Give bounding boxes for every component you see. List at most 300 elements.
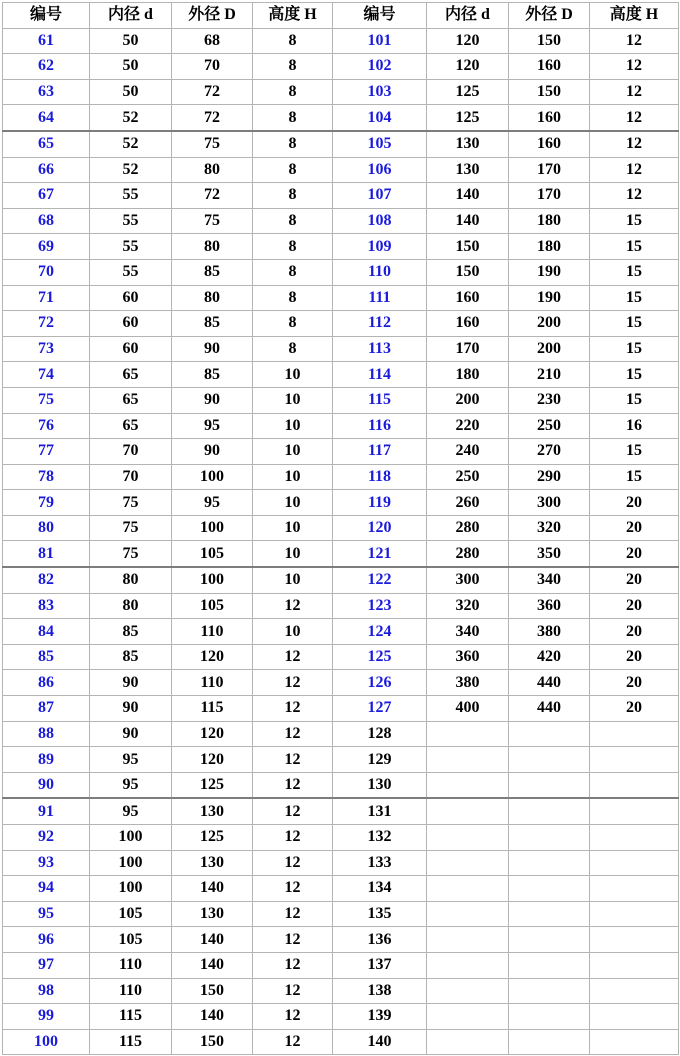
table-row [3, 285, 679, 311]
cell-inner-diameter: 320 [427, 593, 509, 619]
cell-id: 121 [333, 541, 427, 567]
cell-height: 8 [253, 336, 333, 362]
cell-id: 135 [333, 901, 427, 927]
cell-inner-diameter: 110 [90, 978, 172, 1004]
cell-outer-diameter: 125 [172, 772, 253, 798]
header-outer-diameter: 外径 D [172, 3, 253, 29]
cell-id: 93 [3, 850, 90, 876]
cell-inner-diameter: 60 [90, 285, 172, 311]
cell-outer-diameter: 90 [172, 439, 253, 465]
cell-height: 10 [253, 439, 333, 465]
cell-id: 116 [333, 413, 427, 439]
cell-height [590, 721, 679, 747]
cell-outer-diameter: 100 [172, 515, 253, 541]
cell-height: 20 [590, 490, 679, 516]
cell-outer-diameter [509, 772, 590, 798]
cell-outer-diameter: 120 [172, 721, 253, 747]
table-row [3, 876, 679, 902]
cell-id: 86 [3, 670, 90, 696]
cell-height: 12 [590, 157, 679, 183]
cell-height [590, 850, 679, 876]
cell-height: 12 [590, 28, 679, 54]
cell-inner-diameter: 400 [427, 696, 509, 722]
cell-id: 104 [333, 105, 427, 131]
cell-inner-diameter: 95 [90, 798, 172, 824]
cell-inner-diameter: 120 [427, 54, 509, 80]
cell-outer-diameter: 130 [172, 798, 253, 824]
cell-height: 12 [253, 593, 333, 619]
cell-id: 101 [333, 28, 427, 54]
cell-inner-diameter: 100 [90, 876, 172, 902]
cell-height: 20 [590, 541, 679, 567]
cell-id: 67 [3, 183, 90, 209]
cell-outer-diameter: 180 [509, 234, 590, 260]
cell-height: 12 [253, 772, 333, 798]
cell-inner-diameter: 115 [90, 1029, 172, 1055]
cell-inner-diameter: 90 [90, 721, 172, 747]
cell-inner-diameter: 200 [427, 387, 509, 413]
cell-inner-diameter: 90 [90, 670, 172, 696]
cell-id: 73 [3, 336, 90, 362]
cell-inner-diameter: 75 [90, 515, 172, 541]
cell-height: 8 [253, 54, 333, 80]
cell-outer-diameter: 170 [509, 157, 590, 183]
cell-height: 15 [590, 387, 679, 413]
header-id: 编号 [333, 3, 427, 29]
cell-outer-diameter: 420 [509, 644, 590, 670]
cell-height: 10 [253, 464, 333, 490]
cell-id: 82 [3, 567, 90, 593]
cell-outer-diameter [509, 901, 590, 927]
cell-inner-diameter: 280 [427, 541, 509, 567]
cell-outer-diameter: 105 [172, 593, 253, 619]
cell-id: 85 [3, 644, 90, 670]
cell-inner-diameter: 220 [427, 413, 509, 439]
cell-id: 78 [3, 464, 90, 490]
cell-inner-diameter: 55 [90, 183, 172, 209]
cell-inner-diameter [427, 1004, 509, 1030]
cell-height: 15 [590, 311, 679, 337]
table-row [3, 952, 679, 978]
cell-height: 10 [253, 490, 333, 516]
table-row [3, 157, 679, 183]
cell-outer-diameter: 180 [509, 208, 590, 234]
cell-inner-diameter: 250 [427, 464, 509, 490]
header-id: 编号 [3, 3, 90, 29]
header-height: 高度 H [590, 3, 679, 29]
cell-inner-diameter: 85 [90, 619, 172, 645]
cell-height: 12 [253, 850, 333, 876]
cell-outer-diameter: 200 [509, 311, 590, 337]
cell-height [590, 978, 679, 1004]
cell-inner-diameter: 130 [427, 157, 509, 183]
cell-id: 97 [3, 952, 90, 978]
table-row [3, 670, 679, 696]
cell-inner-diameter: 100 [90, 825, 172, 851]
cell-outer-diameter [509, 876, 590, 902]
cell-inner-diameter [427, 927, 509, 953]
cell-outer-diameter: 110 [172, 619, 253, 645]
cell-outer-diameter: 80 [172, 234, 253, 260]
cell-height [590, 876, 679, 902]
cell-height [590, 747, 679, 773]
cell-inner-diameter: 125 [427, 79, 509, 105]
table-row [3, 439, 679, 465]
cell-id: 112 [333, 311, 427, 337]
cell-height: 12 [590, 54, 679, 80]
cell-id: 107 [333, 183, 427, 209]
cell-outer-diameter: 140 [172, 927, 253, 953]
cell-id: 126 [333, 670, 427, 696]
table-row [3, 131, 679, 157]
table-row [3, 79, 679, 105]
table-row [3, 362, 679, 388]
cell-outer-diameter: 170 [509, 183, 590, 209]
cell-height: 12 [253, 644, 333, 670]
cell-height: 12 [253, 721, 333, 747]
cell-id: 102 [333, 54, 427, 80]
cell-id: 103 [333, 79, 427, 105]
cell-height: 15 [590, 259, 679, 285]
cell-outer-diameter: 140 [172, 876, 253, 902]
cell-outer-diameter: 95 [172, 490, 253, 516]
header-inner-diameter: 内径 d [427, 3, 509, 29]
cell-id: 127 [333, 696, 427, 722]
cell-inner-diameter: 380 [427, 670, 509, 696]
cell-height: 12 [590, 183, 679, 209]
cell-id: 61 [3, 28, 90, 54]
header-inner-diameter: 内径 d [90, 3, 172, 29]
cell-inner-diameter: 280 [427, 515, 509, 541]
cell-inner-diameter: 130 [427, 131, 509, 157]
cell-outer-diameter: 200 [509, 336, 590, 362]
cell-id: 92 [3, 825, 90, 851]
cell-height: 12 [253, 798, 333, 824]
cell-id: 106 [333, 157, 427, 183]
cell-height: 10 [253, 515, 333, 541]
cell-outer-diameter: 300 [509, 490, 590, 516]
cell-height: 15 [590, 336, 679, 362]
cell-outer-diameter: 150 [172, 978, 253, 1004]
cell-inner-diameter: 150 [427, 234, 509, 260]
cell-outer-diameter: 72 [172, 183, 253, 209]
cell-outer-diameter: 90 [172, 336, 253, 362]
cell-inner-diameter [427, 978, 509, 1004]
table-row [3, 747, 679, 773]
cell-inner-diameter: 65 [90, 413, 172, 439]
table-row [3, 336, 679, 362]
cell-outer-diameter [509, 798, 590, 824]
table-row [3, 311, 679, 337]
table-row [3, 387, 679, 413]
cell-inner-diameter: 80 [90, 593, 172, 619]
cell-inner-diameter: 180 [427, 362, 509, 388]
cell-outer-diameter: 125 [172, 825, 253, 851]
cell-height: 8 [253, 105, 333, 131]
cell-outer-diameter: 75 [172, 208, 253, 234]
cell-height: 8 [253, 208, 333, 234]
table-row [3, 259, 679, 285]
cell-id: 139 [333, 1004, 427, 1030]
cell-outer-diameter: 360 [509, 593, 590, 619]
cell-id: 125 [333, 644, 427, 670]
cell-id: 79 [3, 490, 90, 516]
cell-id: 63 [3, 79, 90, 105]
cell-outer-diameter: 90 [172, 387, 253, 413]
cell-inner-diameter: 90 [90, 696, 172, 722]
cell-inner-diameter: 70 [90, 439, 172, 465]
cell-inner-diameter: 95 [90, 747, 172, 773]
cell-outer-diameter [509, 721, 590, 747]
table-row [3, 515, 679, 541]
cell-id: 74 [3, 362, 90, 388]
cell-id: 133 [333, 850, 427, 876]
cell-height: 20 [590, 670, 679, 696]
cell-id: 124 [333, 619, 427, 645]
cell-outer-diameter [509, 1004, 590, 1030]
cell-inner-diameter: 140 [427, 183, 509, 209]
cell-outer-diameter: 320 [509, 515, 590, 541]
cell-outer-diameter [509, 927, 590, 953]
cell-outer-diameter: 72 [172, 105, 253, 131]
table-row [3, 490, 679, 516]
cell-outer-diameter: 70 [172, 54, 253, 80]
cell-id: 84 [3, 619, 90, 645]
cell-inner-diameter [427, 901, 509, 927]
cell-inner-diameter [427, 772, 509, 798]
cell-id: 100 [3, 1029, 90, 1055]
cell-id: 96 [3, 927, 90, 953]
table-row [3, 850, 679, 876]
cell-outer-diameter: 85 [172, 362, 253, 388]
cell-inner-diameter: 260 [427, 490, 509, 516]
cell-inner-diameter: 160 [427, 285, 509, 311]
cell-id: 87 [3, 696, 90, 722]
table-row [3, 619, 679, 645]
cell-inner-diameter: 110 [90, 952, 172, 978]
cell-height: 8 [253, 311, 333, 337]
cell-outer-diameter: 100 [172, 567, 253, 593]
cell-outer-diameter: 115 [172, 696, 253, 722]
cell-inner-diameter: 240 [427, 439, 509, 465]
cell-inner-diameter: 55 [90, 208, 172, 234]
cell-inner-diameter [427, 952, 509, 978]
table-row [3, 593, 679, 619]
cell-id: 117 [333, 439, 427, 465]
cell-outer-diameter: 80 [172, 285, 253, 311]
cell-inner-diameter: 50 [90, 54, 172, 80]
cell-height [590, 952, 679, 978]
cell-id: 109 [333, 234, 427, 260]
cell-id: 88 [3, 721, 90, 747]
cell-outer-diameter: 68 [172, 28, 253, 54]
cell-outer-diameter [509, 747, 590, 773]
cell-height [590, 901, 679, 927]
cell-inner-diameter [427, 825, 509, 851]
cell-id: 90 [3, 772, 90, 798]
cell-height: 12 [253, 1004, 333, 1030]
cell-id: 110 [333, 259, 427, 285]
cell-outer-diameter: 105 [172, 541, 253, 567]
table-row [3, 1029, 679, 1055]
cell-outer-diameter: 210 [509, 362, 590, 388]
cell-height: 12 [590, 79, 679, 105]
cell-id: 68 [3, 208, 90, 234]
cell-outer-diameter: 160 [509, 131, 590, 157]
cell-height: 15 [590, 439, 679, 465]
cell-inner-diameter: 52 [90, 131, 172, 157]
cell-id: 98 [3, 978, 90, 1004]
cell-outer-diameter [509, 1029, 590, 1055]
cell-inner-diameter: 55 [90, 259, 172, 285]
table-row [3, 696, 679, 722]
cell-height: 12 [253, 747, 333, 773]
cell-height: 12 [590, 131, 679, 157]
cell-outer-diameter [509, 978, 590, 1004]
cell-inner-diameter [427, 850, 509, 876]
table-row [3, 644, 679, 670]
table-row [3, 901, 679, 927]
cell-inner-diameter: 65 [90, 362, 172, 388]
cell-inner-diameter: 55 [90, 234, 172, 260]
cell-id: 137 [333, 952, 427, 978]
cell-height: 12 [253, 978, 333, 1004]
cell-inner-diameter: 80 [90, 567, 172, 593]
cell-height [590, 927, 679, 953]
table-row [3, 798, 679, 824]
cell-inner-diameter: 105 [90, 927, 172, 953]
cell-id: 138 [333, 978, 427, 1004]
cell-inner-diameter: 100 [90, 850, 172, 876]
cell-id: 120 [333, 515, 427, 541]
cell-height: 12 [590, 105, 679, 131]
cell-height: 10 [253, 413, 333, 439]
cell-height: 8 [253, 28, 333, 54]
cell-id: 71 [3, 285, 90, 311]
cell-id: 99 [3, 1004, 90, 1030]
cell-inner-diameter: 70 [90, 464, 172, 490]
cell-height: 12 [253, 1029, 333, 1055]
cell-inner-diameter: 60 [90, 336, 172, 362]
cell-outer-diameter: 110 [172, 670, 253, 696]
cell-inner-diameter: 140 [427, 208, 509, 234]
cell-id: 76 [3, 413, 90, 439]
cell-height: 8 [253, 183, 333, 209]
cell-id: 129 [333, 747, 427, 773]
cell-inner-diameter: 105 [90, 901, 172, 927]
cell-id: 91 [3, 798, 90, 824]
cell-inner-diameter: 50 [90, 79, 172, 105]
cell-id: 111 [333, 285, 427, 311]
cell-height: 15 [590, 234, 679, 260]
cell-outer-diameter: 120 [172, 747, 253, 773]
cell-id: 119 [333, 490, 427, 516]
cell-height: 8 [253, 79, 333, 105]
table-row [3, 567, 679, 593]
cell-id: 115 [333, 387, 427, 413]
cell-height: 10 [253, 541, 333, 567]
table-row [3, 927, 679, 953]
cell-outer-diameter: 72 [172, 79, 253, 105]
cell-height [590, 772, 679, 798]
cell-outer-diameter: 140 [172, 1004, 253, 1030]
table-row [3, 772, 679, 798]
cell-outer-diameter: 130 [172, 901, 253, 927]
cell-inner-diameter: 85 [90, 644, 172, 670]
cell-inner-diameter: 65 [90, 387, 172, 413]
cell-inner-diameter: 360 [427, 644, 509, 670]
cell-height [590, 798, 679, 824]
cell-height: 12 [253, 901, 333, 927]
cell-height: 10 [253, 567, 333, 593]
cell-height [590, 1004, 679, 1030]
table-row [3, 464, 679, 490]
cell-id: 95 [3, 901, 90, 927]
cell-inner-diameter: 60 [90, 311, 172, 337]
cell-height: 10 [253, 619, 333, 645]
table-row [3, 825, 679, 851]
cell-outer-diameter: 85 [172, 311, 253, 337]
cell-inner-diameter: 52 [90, 105, 172, 131]
cell-outer-diameter: 440 [509, 670, 590, 696]
cell-outer-diameter: 80 [172, 157, 253, 183]
cell-height: 20 [590, 696, 679, 722]
cell-height: 12 [253, 825, 333, 851]
cell-height: 12 [253, 696, 333, 722]
cell-outer-diameter: 350 [509, 541, 590, 567]
cell-inner-diameter: 52 [90, 157, 172, 183]
cell-height: 8 [253, 157, 333, 183]
cell-outer-diameter: 130 [172, 850, 253, 876]
cell-inner-diameter [427, 876, 509, 902]
cell-height: 10 [253, 362, 333, 388]
cell-id: 140 [333, 1029, 427, 1055]
cell-height: 12 [253, 876, 333, 902]
cell-inner-diameter [427, 798, 509, 824]
cell-id: 108 [333, 208, 427, 234]
cell-height: 12 [253, 927, 333, 953]
cell-height: 16 [590, 413, 679, 439]
table-body [3, 28, 679, 1055]
spec-table [2, 2, 679, 1055]
cell-outer-diameter: 230 [509, 387, 590, 413]
cell-outer-diameter: 150 [509, 28, 590, 54]
cell-inner-diameter: 300 [427, 567, 509, 593]
cell-id: 62 [3, 54, 90, 80]
cell-outer-diameter: 75 [172, 131, 253, 157]
cell-id: 81 [3, 541, 90, 567]
table-row [3, 978, 679, 1004]
cell-outer-diameter [509, 850, 590, 876]
cell-outer-diameter [509, 825, 590, 851]
table-row [3, 183, 679, 209]
cell-id: 77 [3, 439, 90, 465]
header-outer-diameter: 外径 D [509, 3, 590, 29]
cell-height: 20 [590, 644, 679, 670]
cell-outer-diameter: 270 [509, 439, 590, 465]
table-row [3, 1004, 679, 1030]
cell-outer-diameter: 440 [509, 696, 590, 722]
cell-id: 69 [3, 234, 90, 260]
cell-inner-diameter: 50 [90, 28, 172, 54]
cell-outer-diameter: 120 [172, 644, 253, 670]
cell-id: 132 [333, 825, 427, 851]
cell-inner-diameter [427, 721, 509, 747]
cell-id: 65 [3, 131, 90, 157]
cell-id: 122 [333, 567, 427, 593]
cell-id: 72 [3, 311, 90, 337]
table-row [3, 105, 679, 131]
